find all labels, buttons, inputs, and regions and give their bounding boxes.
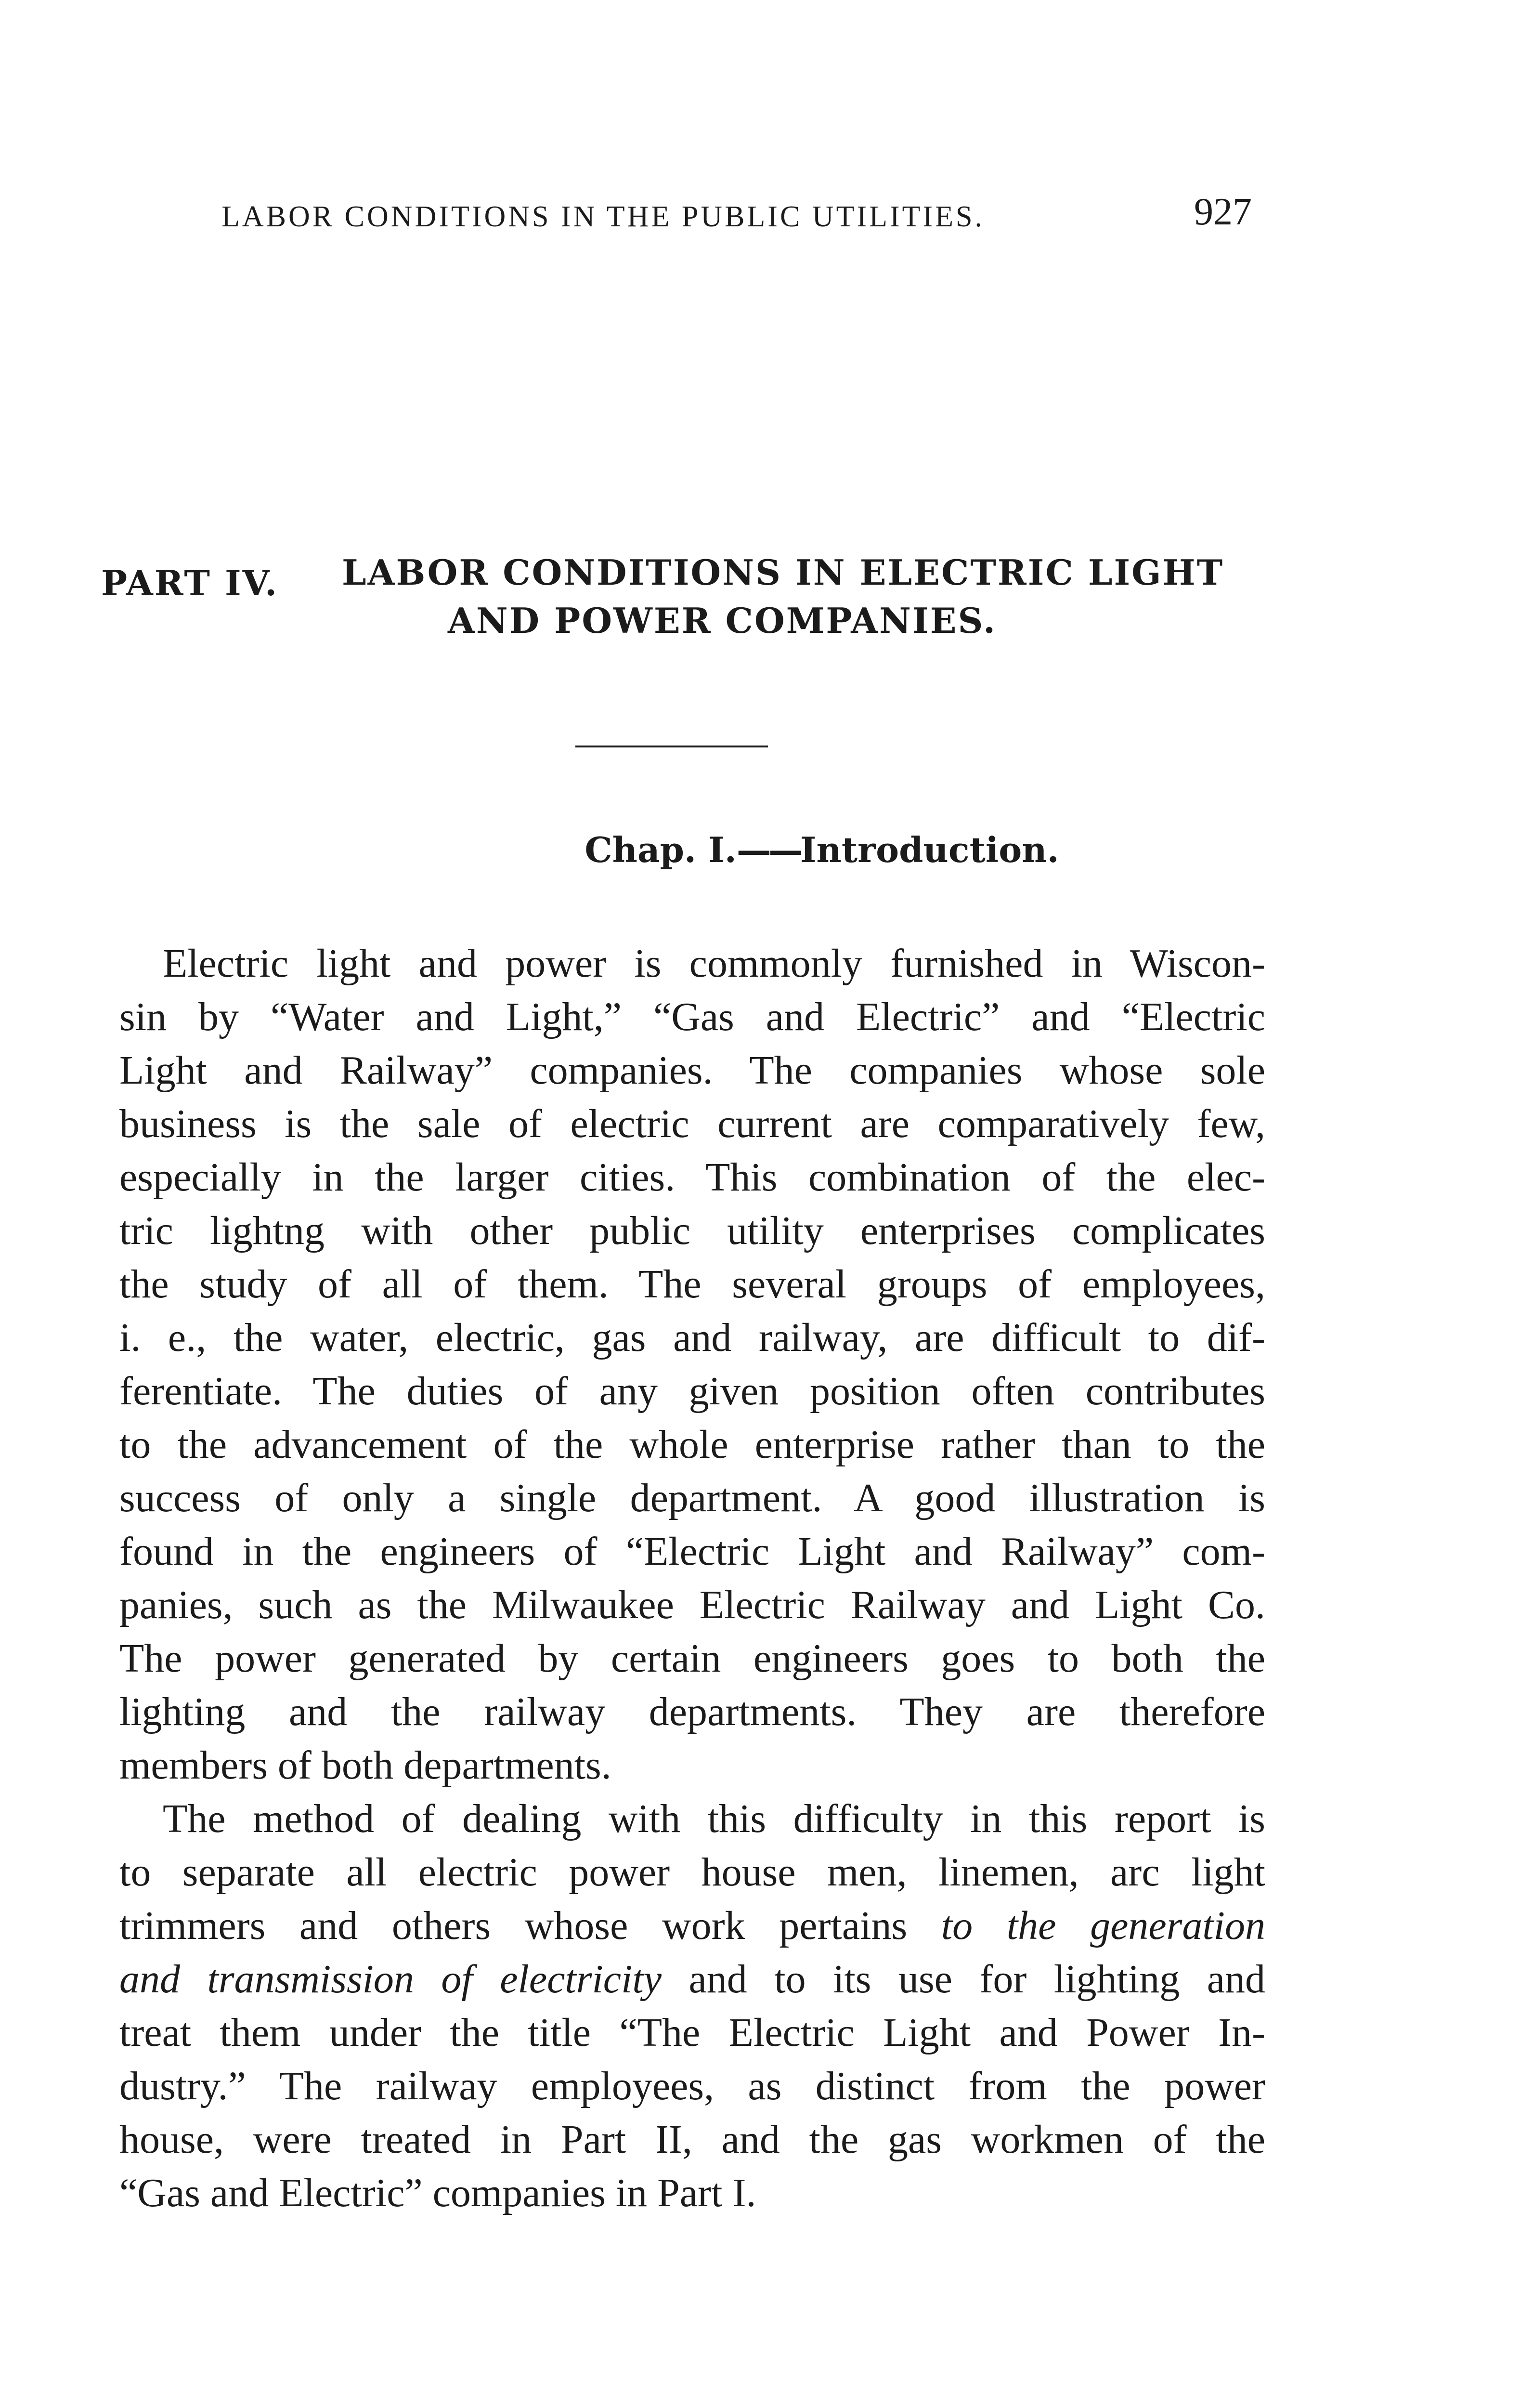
text-line: ferentiate. The duties of any given position often contributes — [119, 1369, 1265, 1413]
text-line: to separate all electric power house men, linemen, arc light — [119, 1850, 1265, 1895]
text-line: members of both departments. — [119, 1743, 611, 1788]
text-line: “Gas and Electric” companies in Part I. — [119, 2171, 756, 2215]
text-line: the study of all of them. The several groups of employees, — [119, 1262, 1265, 1307]
paragraph-2 — [119, 1792, 1265, 2220]
text-line — [119, 1952, 1265, 2006]
paragraph-1 — [119, 937, 1265, 1792]
chapter-prefix: Chap. I. — [585, 829, 737, 870]
text-line: sin by “Water and Light,” “Gas and Electric” and “Electric — [119, 995, 1265, 1039]
body-text — [119, 937, 1265, 2220]
text-line: panies, such as the Milwaukee Electric Railway and Light Co. — [119, 1583, 1265, 1627]
text-line: treat them under the title “The Electric Light and Power In- — [119, 2010, 1265, 2055]
part-title-line-1: LABOR CONDITIONS IN ELECTRIC LIGHT — [342, 552, 1224, 593]
text-line: The method of dealing with this difficulty in this report is — [163, 1796, 1265, 1841]
text-line: tric lightng with other public utility enterprises complicates — [119, 1208, 1265, 1253]
text-line: success of only a single department. A good illustration is — [119, 1476, 1265, 1520]
text-segment: and to its use for lighting and — [662, 1957, 1265, 2002]
text-line — [119, 1899, 1265, 1952]
italic-segment: to the generation — [941, 1903, 1266, 1948]
text-line: The power generated by certain engineers goes to both the — [119, 1636, 1265, 1681]
chapter-dash: —— — [736, 829, 800, 870]
part-title-line-2: AND POWER COMPANIES. — [448, 600, 997, 641]
running-head — [221, 190, 1252, 248]
text-line: especially in the larger cities. This combination of the elec- — [119, 1155, 1265, 1200]
text-line: Light and Railway” companies. The companies whose sole — [119, 1048, 1265, 1093]
chapter-title: Introduction. — [800, 829, 1059, 870]
text-line: business is the sale of electric current are comparatively few, — [119, 1101, 1265, 1146]
text-line: Electric light and power is commonly furnished in Wiscon- — [163, 941, 1265, 986]
chapter-heading — [0, 829, 1533, 870]
text-line: to the advancement of the whole enterprise rather than to the — [119, 1422, 1265, 1467]
part-label: PART IV. — [101, 563, 279, 603]
text-segment: trimmers and others whose work pertains — [119, 1903, 941, 1948]
text-line: dustry.” The railway employees, as distinct from the power — [119, 2064, 1265, 2108]
text-line: house, were treated in Part II, and the gas workmen of the — [119, 2117, 1265, 2162]
running-head-title: LABOR CONDITIONS IN THE PUBLIC UTILITIES. — [221, 200, 985, 233]
text-line: lighting and the railway departments. They are therefore — [119, 1689, 1265, 1734]
text-line: i. e., the water, electric, gas and railway, are difficult to dif- — [119, 1315, 1265, 1360]
italic-segment: and transmission of electricity — [119, 1957, 662, 2002]
text-line: found in the engineers of “Electric Light and Railway” com- — [119, 1529, 1265, 1574]
section-divider — [575, 746, 768, 747]
page-number: 927 — [1194, 191, 1252, 233]
